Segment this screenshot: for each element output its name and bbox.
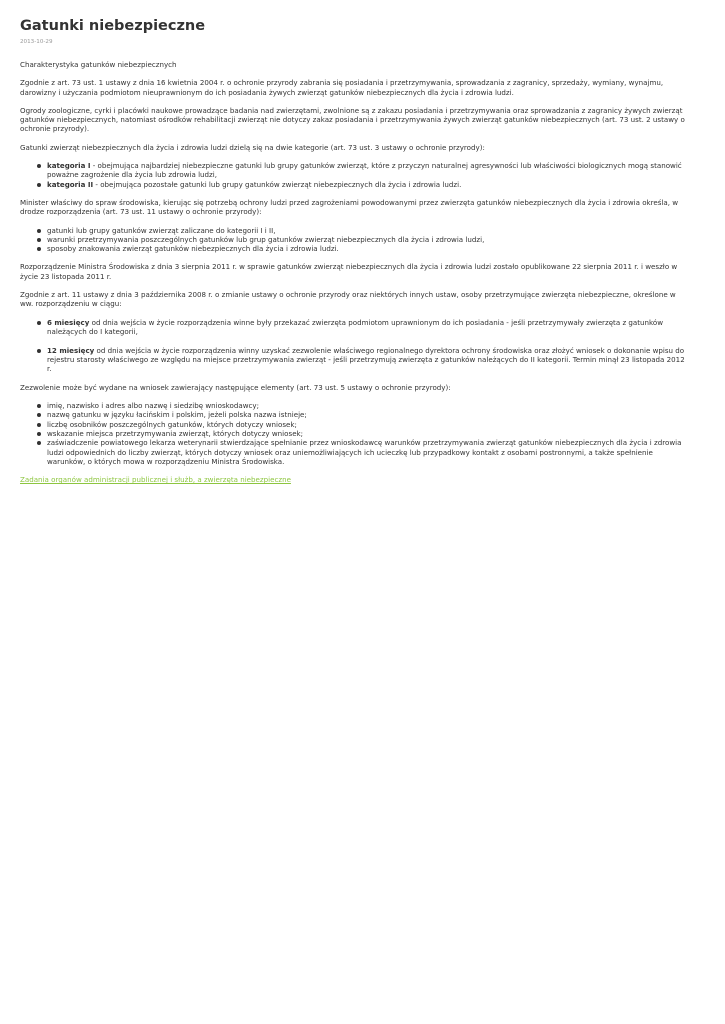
list-item-category-1 bbox=[47, 161, 685, 180]
related-link[interactable]: Zadania organów administracji publicznej i służb, a zwierzęta niebezpieczne bbox=[20, 475, 291, 485]
paragraph-ban: Zgodnie z art. 73 ust. 1 ustawy z dnia 16 kwietnia 2004 r. o ochronie przyrody zabrania się posiadania i przetrzymywania, sprowadzania z zagranicy, sprzedaży, wymiany, wynajmu, darowizny i użyczania podmiotom nieuprawnionym do ich posiadania żywych zwierząt gatunków niebezpiecznych dla życia i zdrowia ludzi. bbox=[20, 78, 664, 97]
list-item-category-2 bbox=[47, 180, 685, 189]
bullet-icon bbox=[37, 229, 41, 233]
deadline-list bbox=[20, 318, 685, 374]
article bbox=[0, 0, 725, 484]
paragraph-regulation-date: Rozporządzenie Ministra Środowiska z dnia 3 sierpnia 2011 r. w sprawie gatunków zwierząt niebezpiecznych dla życia i zdrowia ludzi zostało opublikowane 22 sierpnia 2011 r. i weszło w życie 23 listopada 2011 r. bbox=[20, 262, 678, 281]
paragraph-exemptions: Ogrody zoologiczne, cyrki i placówki naukowe prowadzące badania nad zwierzętami, zwolnione są z zakazu posiadania i przetrzymywania oraz sprowadzania z zagranicy żywych zwierząt gatunków niebezpiecznych, natomiast ośrodków rehabilitacji zwierząt nie dotyczy zakaz posiadania i przetrzymywania żywych zwierząt gatunków niebezpiecznych (art. 73 ust. 2 ustawy o ochronie przyrody). bbox=[20, 105, 685, 134]
list-item-text: warunki przetrzymywania poszczególnych gatunków lub grup gatunków zwierząt niebezpiecznych dla życia i zdrowia ludzi, bbox=[47, 234, 485, 244]
bullet-icon bbox=[37, 404, 41, 408]
list-item bbox=[47, 429, 685, 438]
paragraph-intro: Charakterystyka gatunków niebezpiecznych bbox=[20, 60, 177, 69]
paragraph-deadlines-intro: Zgodnie z art. 11 ustawy z dnia 3 października 2008 r. o zmianie ustawy o ochronie przyrody oraz niektórych innych ustaw, osoby przetrzymujące zwierzęta niebezpieczne, określone w ww. rozporządzeniu w ciągu: bbox=[20, 290, 676, 309]
list-item bbox=[47, 235, 685, 244]
list-item-text: sposoby znakowania zwierząt gatunków niebezpiecznych dla życia i zdrowia ludzi. bbox=[47, 244, 339, 254]
deadline-description: od dnia wejścia w życie rozporządzenia winne były przekazać zwierzęta podmiotom uprawnionym do ich posiadania - jeśli przetrzymywały zwierzęta z gatunków należących do I kategorii, bbox=[47, 317, 664, 336]
publish-date: 2013-10-29 bbox=[20, 39, 53, 45]
bullet-icon bbox=[37, 238, 41, 242]
category-label: kategoria I bbox=[47, 161, 91, 171]
deadline-label: 6 miesięcy bbox=[47, 317, 90, 327]
deadline-label: 12 miesięcy bbox=[47, 345, 95, 355]
list-item bbox=[47, 420, 685, 429]
related-link-wrapper bbox=[20, 475, 685, 484]
bullet-icon bbox=[37, 183, 41, 187]
list-item-text: nazwę gatunku w języku łacińskim i polskim, jeżeli polska nazwa istnieje; bbox=[47, 410, 307, 420]
list-item bbox=[47, 438, 685, 466]
category-description: - obejmująca najbardziej niebezpieczne gatunki lub grupy gatunków zwierząt, które z przyczyn naturalnej agresywności lub właściwości biologicznych mogą stanowić poważne zagrożenie dla życia lub zdrowia ludzi, bbox=[47, 161, 682, 180]
category-label: kategoria II bbox=[47, 179, 94, 189]
list-item-deadline-12 bbox=[47, 346, 685, 374]
list-item-text: zaświadczenie powiatowego lekarza weterynarii stwierdzające spełnianie przez wnioskodawcę warunków przetrzymywania zwierząt gatunków niebezpiecznych dla życia i zdrowia ludzi odpowiednich do liczby zwierząt, których dotyczy wniosek oraz uniemożliwiających ich ucieczkę lub przypadkowy kontakt z osobami postronnymi, a także spełnienie warunków, o których mowa w rozporządzeniu Ministra Środowiska. bbox=[47, 438, 682, 466]
bullet-icon bbox=[37, 432, 41, 436]
category-description: - obejmująca pozostałe gatunki lub grupy gatunków zwierząt niebezpiecznych dla życia i zdrowia ludzi. bbox=[93, 179, 462, 189]
bullet-icon bbox=[37, 413, 41, 417]
list-item-deadline-6 bbox=[47, 318, 685, 337]
page-title: Gatunki niebezpieczne bbox=[20, 18, 206, 34]
paragraph-minister: Minister właściwy do spraw środowiska, kierując się potrzebą ochrony ludzi przed zagrożeniami powodowanymi przez zwierzęta gatunków niebezpiecznych dla życia i zdrowia określa, w drodze rozporządzenia (art. 73 ust. 11 ustawy o ochronie przyrody): bbox=[20, 197, 679, 217]
article-body bbox=[20, 60, 685, 484]
application-list bbox=[20, 401, 685, 466]
list-item-text: wskazanie miejsca przetrzymywania zwierząt, których dotyczy wniosek; bbox=[47, 428, 304, 438]
bullet-icon bbox=[37, 164, 41, 168]
paragraph-application-intro: Zezwolenie może być wydane na wniosek zawierający następujące elementy (art. 73 ust. 5 ustawy o ochronie przyrody): bbox=[20, 382, 451, 392]
bullet-icon bbox=[37, 321, 41, 325]
category-list bbox=[20, 161, 685, 189]
bullet-icon bbox=[37, 423, 41, 427]
list-item-text: gatunki lub grupy gatunków zwierząt zaliczane do kategorii I i II, bbox=[47, 225, 276, 235]
bullet-icon bbox=[37, 441, 41, 445]
bullet-icon bbox=[37, 247, 41, 251]
paragraph-categories-intro: Gatunki zwierząt niebezpiecznych dla życia i zdrowia ludzi dzielą się na dwie kategorie (art. 73 ust. 3 ustawy o ochronie przyrody): bbox=[20, 142, 485, 152]
list-item bbox=[47, 410, 685, 419]
deadline-description: od dnia wejścia w życie rozporządzenia winny uzyskać zezwolenie właściwego regionalnego dyrektora ochrony środowiska oraz złożyć wniosek o dokonanie wpisu do rejestru starosty właściwego ze względu na miejsce przetrzymywania zwierząt - jeśli przetrzymują zwierzęta z gatunków należących do II kategorii. Termin minął 23 listopada 2012 r. bbox=[47, 345, 685, 374]
list-item-text: imię, nazwisko i adres albo nazwę i siedzibę wnioskodawcy; bbox=[47, 401, 259, 411]
list-item-text: liczbę osobników poszczególnych gatunków, których dotyczy wniosek; bbox=[47, 419, 297, 429]
list-item bbox=[47, 401, 685, 410]
list-item bbox=[47, 244, 685, 253]
regulation-list bbox=[20, 226, 685, 254]
list-item bbox=[47, 226, 685, 235]
bullet-icon bbox=[37, 349, 41, 353]
